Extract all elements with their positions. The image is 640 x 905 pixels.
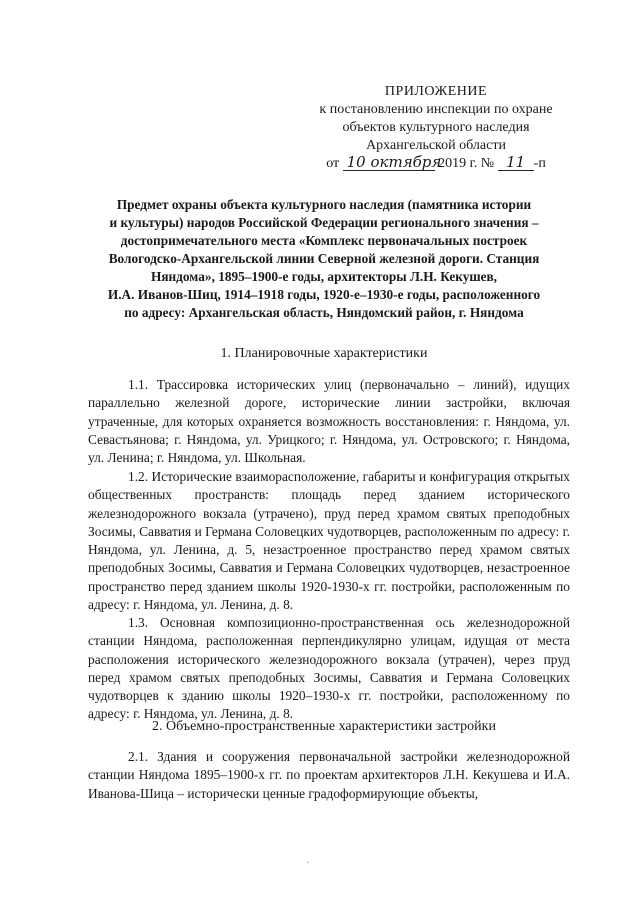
paragraph-1-2: 1.2. Исторические взаиморасположение, габариты и конфигурация открытых общественных пространств: площадь перед зданием исторического железнодорожного вокзала (утрачено), пруд перед храмом святых преподобных Зосимы, Савватия и Германа Соловецких чудотворцев, расположенным по адресу: г. Няндома, ул. Ленина, д. 5, незастроенное пространство перед храмом святых преподобных Зосимы, Савватия и Германа Соловецких чудотворцев, незастроенное пространство перед зданием школы 1920-1930-х гг. постройки, расположенным по адресу: г. Няндома, ул. Ленина, д. 8. (88, 469, 570, 613)
subject-line: достопримечательного места «Комплекс первоначальных построек (120, 233, 528, 248)
section-1-title: 1. Планировочные характеристики (220, 346, 428, 361)
appendix-line-1: к постановлению инспекции по охране (319, 102, 553, 117)
paragraph-1-3: 1.3. Основная композиционно-пространственная ось железнодорожной станции Няндома, расположенная перпендикулярно улицам, идущая от места расположения исторического железнодорожного вокзала (утрачен), через пруд перед храмом святых преподобных Зосимы, Савватия и Германа Соловецких чудотворцев к зданию школы 1920–1930-х гг. постройки, расположенному по адресу: г. Няндома, ул. Ленина, д. 8. (88, 615, 570, 722)
year-text: 2019 г. № (438, 156, 495, 171)
document-subject-heading (88, 196, 560, 322)
scan-mark: · (306, 858, 310, 869)
appendix-header (300, 83, 572, 173)
appendix-line-3: Архангельской области (366, 138, 506, 153)
date-prefix: от (326, 156, 340, 171)
handwritten-date: 10 октября (343, 155, 435, 171)
appendix-date-line (300, 155, 572, 173)
subject-line: Вологодско-Архангельской линии Северной железной дороги. Станция (108, 251, 540, 266)
paragraph-1-1: 1.1. Трассировка исторических улиц (первоначально – линий), идущих параллельно железной дороге, исторические линии застройки, включая утраченные, для которых охраняется возможность восстановления: г. Няндома, ул. Севастьянова; г. Няндома, ул. Урицкого; г. Няндома, ул. Островского; г. Няндома, ул. Ленина; г. Няндома, ул. Школьная. (88, 377, 570, 466)
appendix-line-2: объектов культурного наследия (342, 120, 530, 135)
appendix-title: ПРИЛОЖЕНИЕ (384, 84, 488, 99)
subject-line: и культуры) народов Российской Федерации регионального значения – (109, 215, 539, 230)
handwritten-number: 11 (498, 155, 534, 171)
subject-line: И.А. Иванов-Шиц, 1914–1918 годы, 1920-е–1930-е годы, расположенного (107, 287, 541, 302)
subject-line: Предмет охраны объекта культурного наследия (памятника истории (116, 197, 532, 212)
paragraph-2-1: 2.1. Здания и сооружения первоначальной застройки железнодорожной станции Няндома 1895–1900-х гг. по проектам архитекторов Л.Н. Кекушева и И.А. Иванова-Шица – исторически ценные градоформирующие объекты, (88, 749, 570, 801)
number-suffix: -п (533, 156, 546, 171)
section-2-title: 2. Объемно-пространственные характеристики застройки (152, 719, 496, 734)
subject-line: по адресу: Архангельская область, Няндомский район, г. Няндома (124, 305, 524, 320)
subject-line: Няндома», 1895–1900-е годы, архитекторы Л.Н. Кекушев, (150, 269, 498, 284)
